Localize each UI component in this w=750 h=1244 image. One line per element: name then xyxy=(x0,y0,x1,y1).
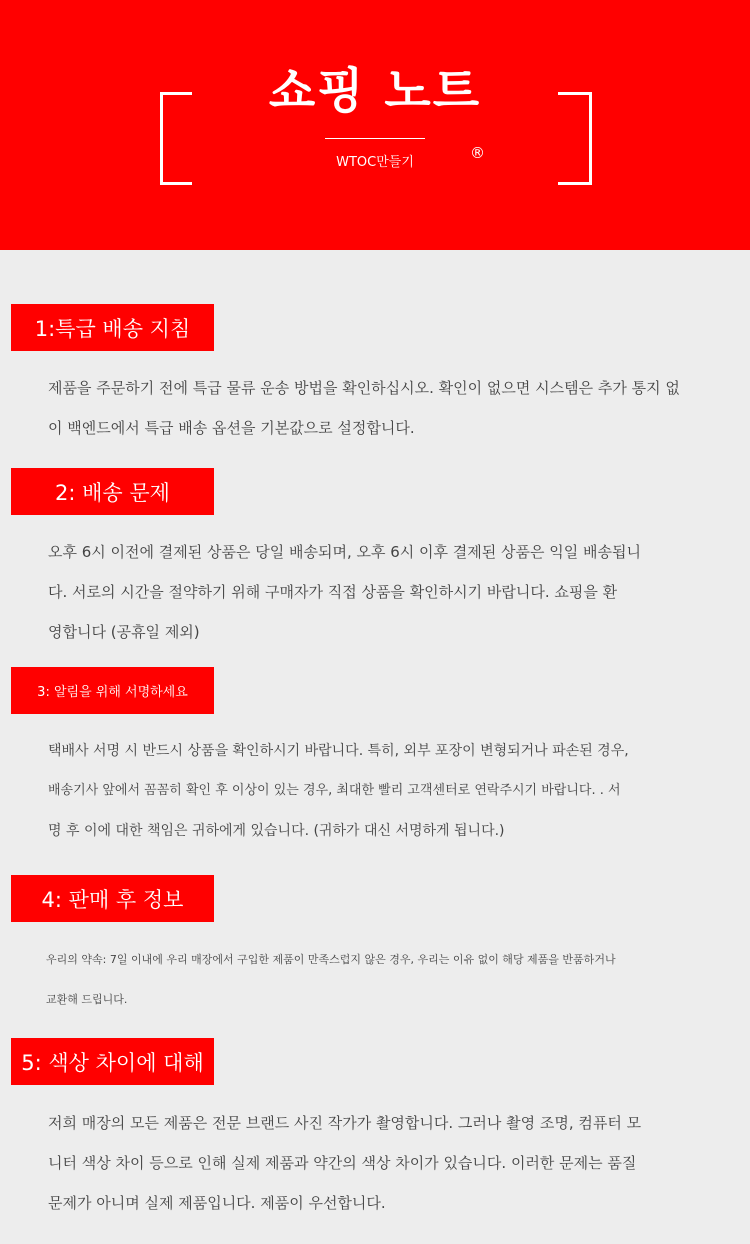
page-subtitle: WTOC만들기 xyxy=(336,155,414,170)
text-line: 배송기사 앞에서 꼼꼼히 확인 후 이상이 있는 경우, 최대한 빨리 고객센터로 연락주시기 바랍니다. . 서 xyxy=(48,783,621,798)
title-frame-left xyxy=(160,92,192,185)
section-text-after-sales xyxy=(46,940,706,1020)
page-title: 쇼핑 노트 xyxy=(268,63,482,119)
section-heading-color-difference: 5: 색상 차이에 대해 xyxy=(11,1038,214,1085)
text-line: 영합니다 (공휴일 제외) xyxy=(48,623,200,641)
text-line: 저희 매장의 모든 제품은 전문 브랜드 사진 작가가 촬영합니다. 그러나 촬영 조명, 컴퓨터 모 xyxy=(48,1114,642,1132)
text-line: 택배사 서명 시 반드시 상품을 확인하시기 바랍니다. 특히, 외부 포장이 변형되거나 파손된 경우, xyxy=(48,743,629,759)
subtitle-divider xyxy=(325,138,425,139)
section-heading-after-sales: 4: 판매 후 정보 xyxy=(11,875,214,922)
section-text-delivery xyxy=(48,532,708,652)
text-line: 명 후 이에 대한 책임은 귀하에게 있습니다. (귀하가 대신 서명하게 됩니다.) xyxy=(48,823,505,839)
section-text-color-difference xyxy=(48,1103,708,1223)
text-line: 문제가 아니며 실제 제품입니다. 제품이 우선합니다. xyxy=(48,1194,386,1212)
section-heading-delivery: 2: 배송 문제 xyxy=(11,468,214,515)
text-line: 교환해 드립니다. xyxy=(46,993,128,1006)
text-line: 다. 서로의 시간을 절약하기 위해 구매자가 직접 상품을 확인하시기 바랍니다. 쇼핑을 환 xyxy=(48,583,618,601)
text-line: 이 백엔드에서 특급 배송 옵션을 기본값으로 설정합니다. xyxy=(48,419,415,437)
section-text-signature xyxy=(48,731,708,851)
section-heading-signature: 3: 알림을 위해 서명하세요 xyxy=(11,667,214,714)
text-line: 니터 색상 차이 등으로 인해 실제 제품과 약간의 색상 차이가 있습니다. 이러한 문제는 품질 xyxy=(48,1154,637,1172)
registered-mark: ® xyxy=(470,144,485,162)
section-text-express-shipping xyxy=(48,368,708,448)
text-line: 오후 6시 이전에 결제된 상품은 당일 배송되며, 오후 6시 이후 결제된 상품은 익일 배송됩니 xyxy=(48,543,641,561)
section-heading-express-shipping: 1:특급 배송 지침 xyxy=(11,304,214,351)
text-line: 우리의 약속: 7일 이내에 우리 매장에서 구입한 제품이 만족스럽지 않은 경우, 우리는 이유 없이 해당 제품을 반품하거나 xyxy=(46,953,616,966)
header-banner xyxy=(0,0,750,250)
text-line: 제품을 주문하기 전에 특급 물류 운송 방법을 확인하십시오. 확인이 없으면 시스템은 추가 통지 없 xyxy=(48,379,680,397)
title-frame-right xyxy=(558,92,592,185)
